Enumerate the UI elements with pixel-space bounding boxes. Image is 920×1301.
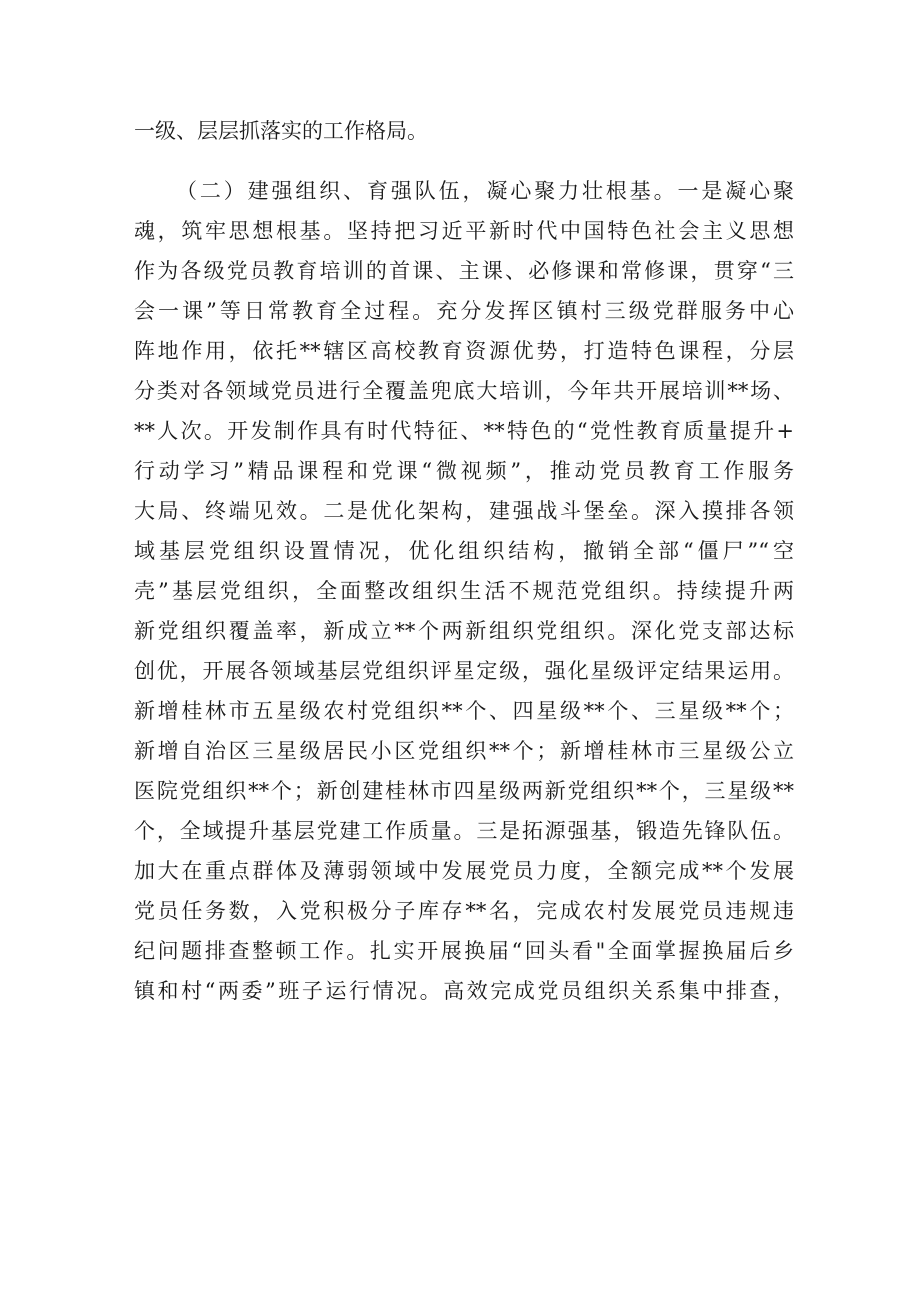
paragraph-line: 域基层党组织设置情况，优化组织结构，撤销全部“僵尸”“空: [134, 539, 794, 563]
paragraph-line: （二）建强组织、育强队伍，凝心聚力壮根基。一是凝心聚: [176, 179, 794, 203]
paragraph-line: **人次。开发制作具有时代特征、**特色的“党性教育质量提升+: [134, 419, 794, 443]
paragraph-line: 医院党组织**个；新创建桂林市四星级两新党组织**个，三星级**: [134, 779, 794, 803]
paragraph-line: 创优，开展各领域基层党组织评星定级，强化星级评定结果运用。: [134, 659, 794, 683]
paragraph-line: 作为各级党员教育培训的首课、主课、必修课和常修课，贯穿“三: [134, 259, 794, 283]
paragraph-line: 新增自治区三星级居民小区党组织**个；新增桂林市三星级公立: [134, 739, 794, 763]
paragraph-line: 新增桂林市五星级农村党组织**个、四星级**个、三星级**个；: [134, 699, 794, 723]
paragraph-line: 新党组织覆盖率，新成立**个两新组织党组织。深化党支部达标: [134, 619, 794, 643]
paragraph-line: 个，全域提升基层党建工作质量。三是拓源强基，锻造先锋队伍。: [134, 819, 794, 843]
paragraph-line: 会一课”等日常教育全过程。充分发挥区镇村三级党群服务中心: [134, 299, 794, 323]
paragraph-line: 分类对各领域党员进行全覆盖兜底大培训，今年共开展培训**场、: [134, 379, 794, 403]
paragraph-line: 纪问题排查整顿工作。扎实开展换届“回头看"全面掌握换届后乡: [134, 939, 794, 963]
paragraph-line: 壳”基层党组织，全面整改组织生活不规范党组织。持续提升两: [134, 579, 794, 603]
paragraph-line: 阵地作用，依托**辖区高校教育资源优势，打造特色课程，分层: [134, 339, 794, 363]
paragraph-line: 魂，筑牢思想根基。坚持把习近平新时代中国特色社会主义思想: [134, 219, 794, 243]
paragraph-line: 一级、层层抓落实的工作格局。: [134, 119, 428, 143]
paragraph-line: 加大在重点群体及薄弱领域中发展党员力度，全额完成**个发展: [134, 859, 794, 883]
paragraph-line: 大局、终端见效。二是优化架构，建强战斗堡垒。深入摸排各领: [134, 499, 794, 523]
paragraph-line: 党员任务数，入党积极分子库存**名，完成农村发展党员违规违: [134, 899, 794, 923]
paragraph-line: 镇和村“两委”班子运行情况。高效完成党员组织关系集中排查，: [134, 979, 794, 1003]
paragraph-line: 行动学习”精品课程和党课“微视频”，推动党员教育工作服务: [134, 459, 794, 483]
